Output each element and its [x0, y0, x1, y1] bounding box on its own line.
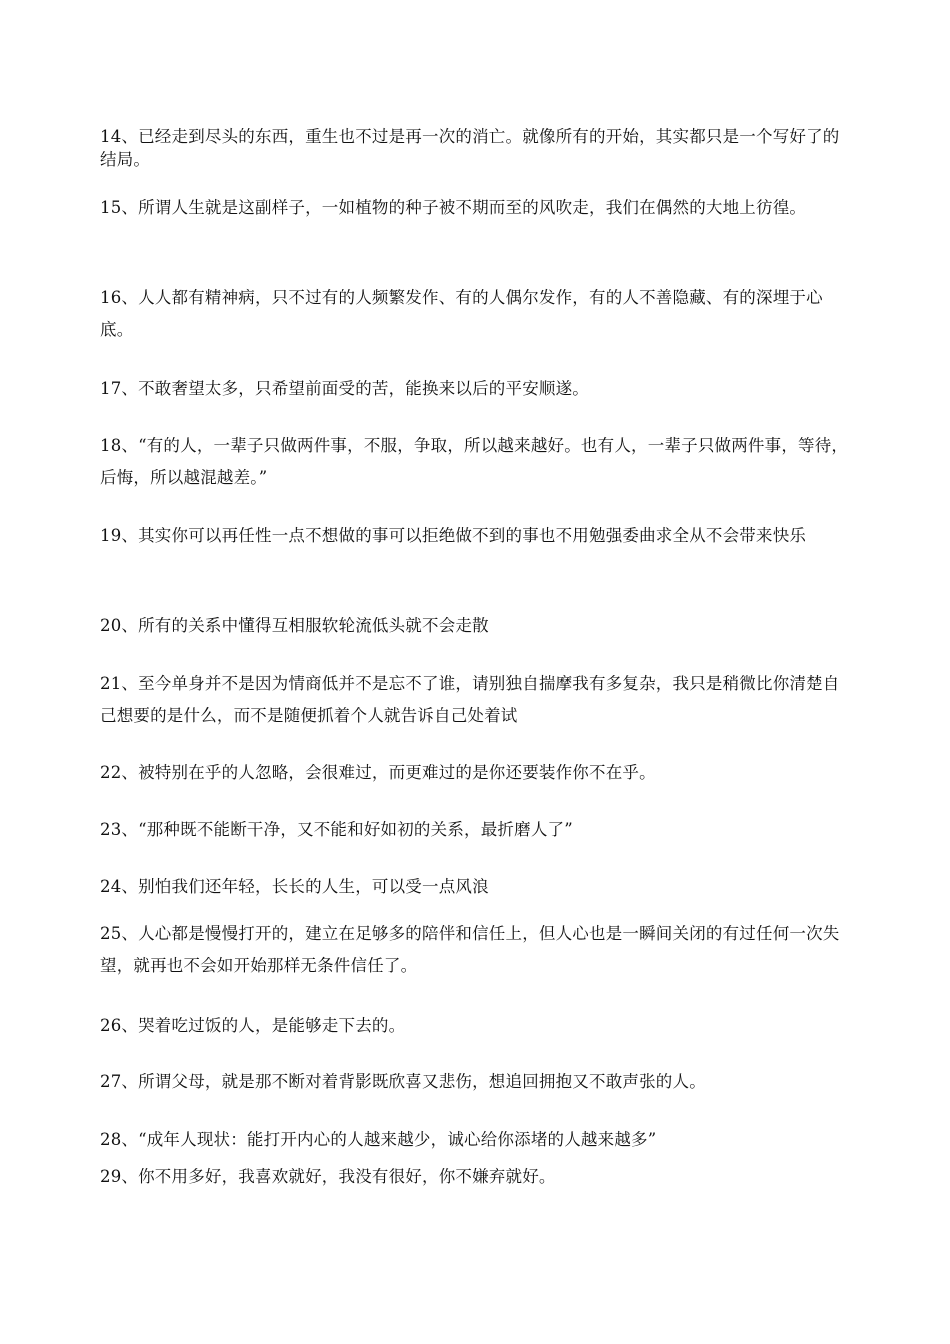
paragraph-21: 21、至今单身并不是因为情商低并不是忘不了谁，请别独自揣摩我有多复杂，我只是稍微比你清楚自己想要的是什么，而不是随便抓着个人就告诉自己处着试 — [100, 674, 840, 725]
paragraph-28: 28、“成年人现状：能打开内心的人越来越少，诚心给你添堵的人越来越多” — [100, 1130, 657, 1149]
paragraph-17: 17、不敢奢望太多，只希望前面受的苦，能换来以后的平安顺遂。 — [100, 379, 589, 398]
paragraph-25: 25、人心都是慢慢打开的，建立在足够多的陪伴和信任上，但人心也是一瞬间关闭的有过任何一次失望，就再也不会如开始那样无条件信任了。 — [100, 924, 840, 975]
paragraph-22: 22、被特别在乎的人忽略，会很难过，而更难过的是你还要装作你不在乎。 — [100, 763, 656, 782]
paragraph-14: 14、已经走到尽头的东西，重生也不过是再一次的消亡。就像所有的开始，其实都只是一个写好了的结局。 — [100, 127, 840, 169]
paragraph-18: 18、“有的人，一辈子只做两件事，不服，争取，所以越来越好。也有人，一辈子只做两件事，等待，后悔，所以越混越差。” — [100, 436, 849, 487]
paragraph-27: 27、所谓父母，就是那不断对着背影既欣喜又悲伤，想追回拥抱又不敢声张的人。 — [100, 1072, 706, 1091]
paragraph-23: 23、“那种既不能断干净，又不能和好如初的关系，最折磨人了” — [100, 820, 573, 839]
paragraph-26: 26、哭着吃过饭的人，是能够走下去的。 — [100, 1016, 406, 1035]
paragraph-29: 29、你不用多好，我喜欢就好，我没有很好，你不嫌弃就好。 — [100, 1167, 556, 1186]
paragraph-19: 19、其实你可以再任性一点不想做的事可以拒绝做不到的事也不用勉强委曲求全从不会带来快乐 — [100, 526, 807, 545]
paragraph-24: 24、别怕我们还年轻，长长的人生，可以受一点风浪 — [100, 877, 489, 896]
paragraph-16: 16、人人都有精神病，只不过有的人频繁发作、有的人偶尔发作，有的人不善隐藏、有的深埋于心底。 — [100, 288, 823, 339]
paragraph-20: 20、所有的关系中懂得互相服软轮流低头就不会走散 — [100, 616, 489, 635]
paragraph-15: 15、所谓人生就是这副样子，一如植物的种子被不期而至的风吹走，我们在偶然的大地上彷徨。 — [100, 198, 807, 217]
